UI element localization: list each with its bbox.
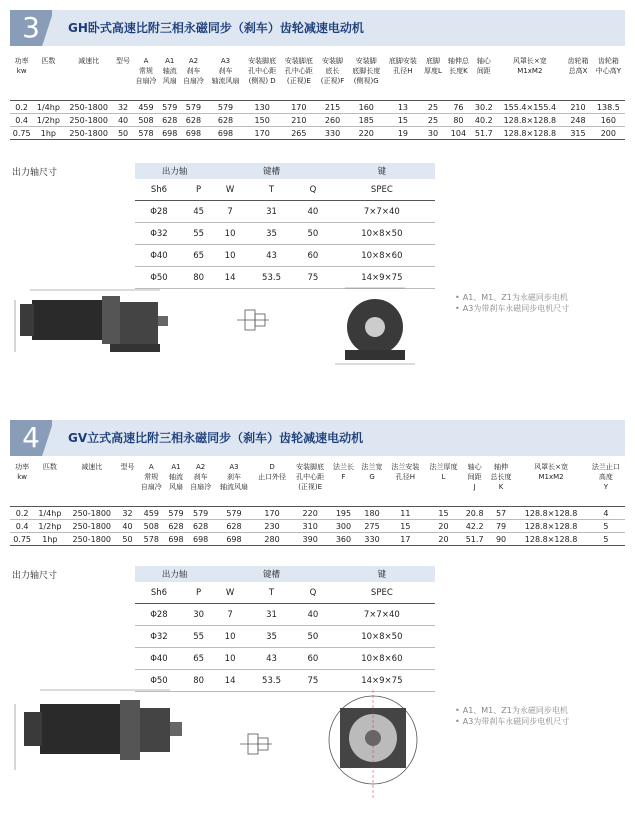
spec-header-cell: A2 刹车 自扇冷	[182, 57, 204, 85]
spec-cell: 32	[118, 507, 137, 520]
spec-cell: 170	[244, 127, 281, 140]
section-4-banner	[10, 420, 625, 456]
spec-header-cell: 底脚 厚度L	[424, 57, 442, 75]
spec-cell: 248	[564, 114, 591, 127]
section-4-shaft-table	[135, 566, 435, 692]
shaft-cell: 75	[297, 670, 328, 692]
shaft-group-header: 出力轴	[135, 163, 214, 179]
shaft-cell: 60	[297, 245, 328, 267]
spec-cell: 79	[487, 520, 516, 533]
shaft-cell: 7×7×40	[329, 201, 435, 223]
spec-header-cell: 功率 kw	[14, 57, 29, 75]
spec-cell: 0.75	[10, 127, 33, 140]
spec-cell: 330	[317, 127, 348, 140]
section-3-side-view-drawing	[10, 282, 190, 372]
shaft-cell: 10	[214, 648, 245, 670]
spec-header-cell: 底脚安装 孔径H	[388, 57, 417, 75]
spec-cell: 15	[385, 114, 422, 127]
shaft-cell: 14	[214, 267, 245, 289]
spec-cell: 275	[358, 520, 387, 533]
spec-cell: 40	[114, 114, 132, 127]
shaft-cell: 35	[246, 223, 297, 245]
note: • A3为带刹车永磁同步电机尺寸	[455, 303, 569, 314]
spec-header-cell: A3 刹车 轴流风扇	[211, 57, 240, 85]
spec-cell: 25	[421, 101, 444, 114]
section-4-shaft-label: 出力轴尺寸	[12, 571, 58, 581]
spec-header-cell: A1 轴流 风扇	[162, 57, 177, 85]
shaft-cell: 43	[246, 648, 297, 670]
spec-row	[10, 127, 625, 140]
spec-cell: 579	[207, 101, 244, 114]
shaft-cell: 43	[246, 245, 297, 267]
spec-cell: 459	[137, 507, 166, 520]
spec-cell: 17	[386, 533, 424, 546]
spec-header-cell: 安装脚 底脚长度 (侧视)G	[352, 57, 381, 85]
spec-cell: 138.5	[592, 101, 625, 114]
spec-cell: 698	[186, 533, 215, 546]
spec-row	[10, 114, 625, 127]
spec-cell: 459	[132, 101, 159, 114]
spec-cell: 508	[132, 114, 159, 127]
section-3-spec-table	[10, 56, 625, 140]
spec-cell: 1/4hp	[33, 101, 63, 114]
section-3-number: 3	[10, 10, 52, 46]
spec-header-cell: 法兰止口 高度 Y	[591, 463, 620, 491]
spec-cell: 628	[207, 114, 244, 127]
spec-header-cell: 风罩长×宽 M1xM2	[512, 57, 547, 75]
spec-header-cell: 安装脚底 孔中心距 (正视)E	[296, 463, 325, 491]
spec-cell: 698	[207, 127, 244, 140]
spec-header-cell: 法兰安装 孔径H	[391, 463, 420, 481]
shaft-cell: 75	[297, 267, 328, 289]
spec-cell: 128.8×128.8	[515, 520, 586, 533]
shaft-cell: Φ40	[135, 648, 183, 670]
spec-cell: 578	[137, 533, 166, 546]
section-4-front-view-drawing	[318, 690, 428, 800]
spec-cell: 1hp	[33, 127, 63, 140]
shaft-row	[135, 223, 435, 245]
spec-header-cell: 法兰长 F	[332, 463, 354, 481]
spec-row	[10, 520, 625, 533]
spec-cell: 15	[424, 507, 462, 520]
spec-header-cell: 轴伸 总长度 K	[490, 463, 512, 491]
spec-cell: 579	[180, 101, 207, 114]
spec-cell: 250-1800	[63, 127, 113, 140]
spec-cell: 40	[118, 520, 137, 533]
shaft-header-cell: SPEC	[329, 582, 435, 604]
section-3-title: GH卧式高速比附三相永磁同步（刹车）齿轮减速电动机	[68, 21, 364, 35]
spec-cell: 315	[564, 127, 591, 140]
spec-cell: 170	[281, 101, 318, 114]
spec-header-cell: 法兰宽 G	[361, 463, 383, 481]
spec-cell: 250-1800	[66, 533, 118, 546]
spec-cell: 51.7	[472, 127, 495, 140]
shaft-header-cell: P	[183, 179, 214, 201]
spec-cell: 579	[166, 507, 187, 520]
spec-cell: 1/4hp	[34, 507, 65, 520]
spec-cell: 11	[386, 507, 424, 520]
shaft-group-header: 键槽	[214, 566, 328, 582]
spec-cell: 20	[424, 533, 462, 546]
spec-header-cell: 安装脚底 孔中心距 (正视)E	[284, 57, 313, 85]
spec-cell: 50	[118, 533, 137, 546]
shaft-cell: Φ40	[135, 245, 183, 267]
shaft-cell: 53.5	[246, 267, 297, 289]
spec-header-cell: 减速比	[81, 463, 103, 471]
section-4-side-view-drawing	[10, 684, 195, 784]
shaft-group-header: 键	[329, 566, 435, 582]
spec-row	[10, 101, 625, 114]
shaft-row	[135, 201, 435, 223]
spec-cell: 250-1800	[63, 114, 113, 127]
spec-cell: 170	[253, 507, 291, 520]
spec-header-cell: 轴心 间距 J	[467, 463, 482, 491]
spec-cell: 195	[329, 507, 358, 520]
section-4-shaft-key-drawing	[238, 724, 274, 764]
spec-header-cell: A 常规 自扇冷	[140, 463, 162, 491]
spec-header-cell: A 常规 自扇冷	[135, 57, 157, 85]
note: • A1、M1、Z1为永磁同步电机	[455, 292, 569, 303]
section-4-spec-table	[10, 462, 625, 546]
spec-header-cell: A2 刹车 自扇冷	[190, 463, 212, 491]
shaft-cell: Φ28	[135, 604, 183, 626]
spec-cell: 330	[358, 533, 387, 546]
spec-row	[10, 533, 625, 546]
spec-header-cell: A1 轴流 风扇	[168, 463, 183, 491]
shaft-cell: 10×8×60	[329, 648, 435, 670]
spec-header-cell: D 止口外径	[258, 463, 287, 481]
shaft-group-header: 出力轴	[135, 566, 214, 582]
spec-cell: 265	[281, 127, 318, 140]
spec-header-cell: 安装脚 底长 (正视)F	[320, 57, 345, 85]
shaft-row	[135, 245, 435, 267]
shaft-cell: 40	[297, 201, 328, 223]
spec-cell: 15	[386, 520, 424, 533]
spec-cell: 260	[317, 114, 348, 127]
shaft-cell: 60	[297, 648, 328, 670]
section-3-shaft-label: 出力轴尺寸	[12, 168, 58, 178]
shaft-cell: 50	[297, 626, 328, 648]
spec-cell: 150	[244, 114, 281, 127]
spec-cell: 130	[244, 101, 281, 114]
shaft-cell: 10×8×50	[329, 223, 435, 245]
spec-cell: 128.8×128.8	[515, 533, 586, 546]
spec-header-cell: A3 刹车 轴流风扇	[219, 463, 248, 491]
shaft-cell: 55	[183, 223, 214, 245]
shaft-cell: 80	[183, 267, 214, 289]
shaft-header-cell: Q	[297, 179, 328, 201]
spec-cell: 579	[186, 507, 215, 520]
spec-header-cell: 功率 kw	[15, 463, 30, 481]
spec-cell: 25	[421, 114, 444, 127]
spec-header-cell: 型号	[116, 57, 131, 65]
spec-cell: 508	[137, 520, 166, 533]
spec-cell: 230	[253, 520, 291, 533]
spec-cell: 42.2	[463, 520, 487, 533]
spec-cell: 220	[348, 127, 385, 140]
shaft-cell: 10	[214, 223, 245, 245]
shaft-header-cell: T	[246, 582, 297, 604]
spec-cell: 128.8×128.8	[495, 127, 564, 140]
spec-cell: 57	[487, 507, 516, 520]
shaft-cell: Φ50	[135, 670, 183, 692]
spec-cell: 0.2	[10, 507, 34, 520]
section-4-number: 4	[10, 420, 52, 456]
shaft-cell: 53.5	[246, 670, 297, 692]
spec-cell: 160	[348, 101, 385, 114]
spec-cell: 210	[281, 114, 318, 127]
shaft-cell: 10×8×50	[329, 626, 435, 648]
shaft-cell: 14	[214, 670, 245, 692]
spec-cell: 628	[166, 520, 187, 533]
spec-cell: 5	[587, 533, 625, 546]
section-3-banner	[10, 10, 625, 46]
spec-cell: 578	[132, 127, 159, 140]
shaft-cell: 10	[214, 245, 245, 267]
spec-cell: 104	[445, 127, 472, 140]
shaft-cell: 80	[183, 670, 214, 692]
section-3-notes	[455, 292, 569, 314]
spec-header-cell: 匹数	[42, 463, 57, 471]
shaft-header-cell: T	[246, 179, 297, 201]
spec-cell: 628	[160, 114, 180, 127]
shaft-group-header: 键槽	[214, 163, 328, 179]
note: • A3为带刹车永磁同步电机尺寸	[455, 716, 569, 727]
spec-cell: 20	[424, 520, 462, 533]
spec-cell: 200	[592, 127, 625, 140]
spec-cell: 30.2	[472, 101, 495, 114]
shaft-cell: 7×7×40	[329, 604, 435, 626]
spec-cell: 4	[587, 507, 625, 520]
shaft-cell: 65	[183, 245, 214, 267]
spec-cell: 220	[291, 507, 329, 520]
shaft-cell: 14×9×75	[329, 267, 435, 289]
spec-header-cell: 安装脚底 孔中心距 (侧视) D	[248, 57, 277, 85]
shaft-cell: 31	[246, 201, 297, 223]
section-3-front-view-drawing	[330, 282, 420, 377]
shaft-header-cell: Sh6	[135, 179, 183, 201]
spec-cell: 628	[215, 520, 253, 533]
section-3-shaft-table	[135, 163, 435, 289]
spec-header-cell: 型号	[120, 463, 135, 471]
shaft-header-cell: Q	[297, 582, 328, 604]
spec-cell: 128.8×128.8	[495, 114, 564, 127]
spec-header-cell: 齿轮箱 中心高Y	[595, 57, 621, 75]
spec-cell: 5	[587, 520, 625, 533]
shaft-cell: 14×9×75	[329, 670, 435, 692]
spec-cell: 19	[385, 127, 422, 140]
shaft-cell: Φ50	[135, 267, 183, 289]
section-4-notes	[455, 705, 569, 727]
spec-header-cell: 匹数	[41, 57, 56, 65]
shaft-cell: 31	[246, 604, 297, 626]
shaft-cell: 10	[214, 626, 245, 648]
section-4-title: GV立式高速比附三相永磁同步（刹车）齿轮减速电动机	[68, 431, 364, 445]
spec-cell: 698	[180, 127, 207, 140]
spec-cell: 32	[114, 101, 132, 114]
spec-cell: 40.2	[472, 114, 495, 127]
spec-cell: 0.2	[10, 101, 33, 114]
spec-cell: 128.8×128.8	[515, 507, 586, 520]
spec-cell: 180	[358, 507, 387, 520]
spec-cell: 300	[329, 520, 358, 533]
spec-cell: 310	[291, 520, 329, 533]
shaft-header-cell: P	[183, 582, 214, 604]
shaft-header-cell: W	[214, 582, 245, 604]
shaft-cell: 45	[183, 201, 214, 223]
shaft-cell: 10×8×60	[329, 245, 435, 267]
spec-header-cell: 齿轮箱 总高X	[567, 57, 589, 75]
spec-cell: 628	[186, 520, 215, 533]
spec-cell: 155.4×155.4	[495, 101, 564, 114]
spec-cell: 1hp	[34, 533, 65, 546]
spec-cell: 90	[487, 533, 516, 546]
shaft-header-cell: W	[214, 179, 245, 201]
shaft-cell: 40	[297, 604, 328, 626]
spec-cell: 1/2hp	[34, 520, 65, 533]
spec-cell: 579	[160, 101, 180, 114]
spec-cell: 390	[291, 533, 329, 546]
shaft-cell: 30	[183, 604, 214, 626]
shaft-header-cell: Sh6	[135, 582, 183, 604]
spec-cell: 0.4	[10, 114, 33, 127]
spec-cell: 0.4	[10, 520, 34, 533]
spec-cell: 250-1800	[63, 101, 113, 114]
spec-cell: 185	[348, 114, 385, 127]
spec-cell: 215	[317, 101, 348, 114]
shaft-cell: 50	[297, 223, 328, 245]
shaft-header-cell: SPEC	[329, 179, 435, 201]
shaft-cell: 7	[214, 201, 245, 223]
spec-cell: 76	[445, 101, 472, 114]
spec-header-cell: 减速比	[78, 57, 100, 65]
spec-cell: 698	[215, 533, 253, 546]
shaft-cell: Φ32	[135, 626, 183, 648]
spec-cell: 30	[421, 127, 444, 140]
spec-header-cell: 轴伸总 长度K	[447, 57, 469, 75]
spec-cell: 250-1800	[66, 520, 118, 533]
spec-cell: 250-1800	[66, 507, 118, 520]
shaft-cell: 55	[183, 626, 214, 648]
spec-cell: 20.8	[463, 507, 487, 520]
shaft-group-header: 键	[329, 163, 435, 179]
shaft-row	[135, 626, 435, 648]
spec-header-cell: 风罩长×宽 M1xM2	[534, 463, 568, 481]
spec-cell: 13	[385, 101, 422, 114]
spec-cell: 80	[445, 114, 472, 127]
spec-cell: 160	[592, 114, 625, 127]
spec-cell: 698	[160, 127, 180, 140]
spec-cell: 210	[564, 101, 591, 114]
spec-cell: 51.7	[463, 533, 487, 546]
shaft-cell: 65	[183, 648, 214, 670]
spec-cell: 280	[253, 533, 291, 546]
spec-header-cell: 轴心 间距	[476, 57, 491, 75]
shaft-cell: 7	[214, 604, 245, 626]
shaft-cell: Φ28	[135, 201, 183, 223]
spec-header-cell: 法兰厚度 L	[429, 463, 458, 481]
spec-cell: 628	[180, 114, 207, 127]
spec-row	[10, 507, 625, 520]
note: • A1、M1、Z1为永磁同步电机	[455, 705, 569, 716]
shaft-cell: Φ32	[135, 223, 183, 245]
spec-cell: 579	[215, 507, 253, 520]
spec-cell: 0.75	[10, 533, 34, 546]
spec-cell: 360	[329, 533, 358, 546]
spec-cell: 1/2hp	[33, 114, 63, 127]
shaft-cell: 35	[246, 626, 297, 648]
spec-cell: 698	[166, 533, 187, 546]
shaft-row	[135, 604, 435, 626]
shaft-row	[135, 648, 435, 670]
section-3-shaft-key-drawing	[235, 300, 271, 340]
spec-cell: 50	[114, 127, 132, 140]
